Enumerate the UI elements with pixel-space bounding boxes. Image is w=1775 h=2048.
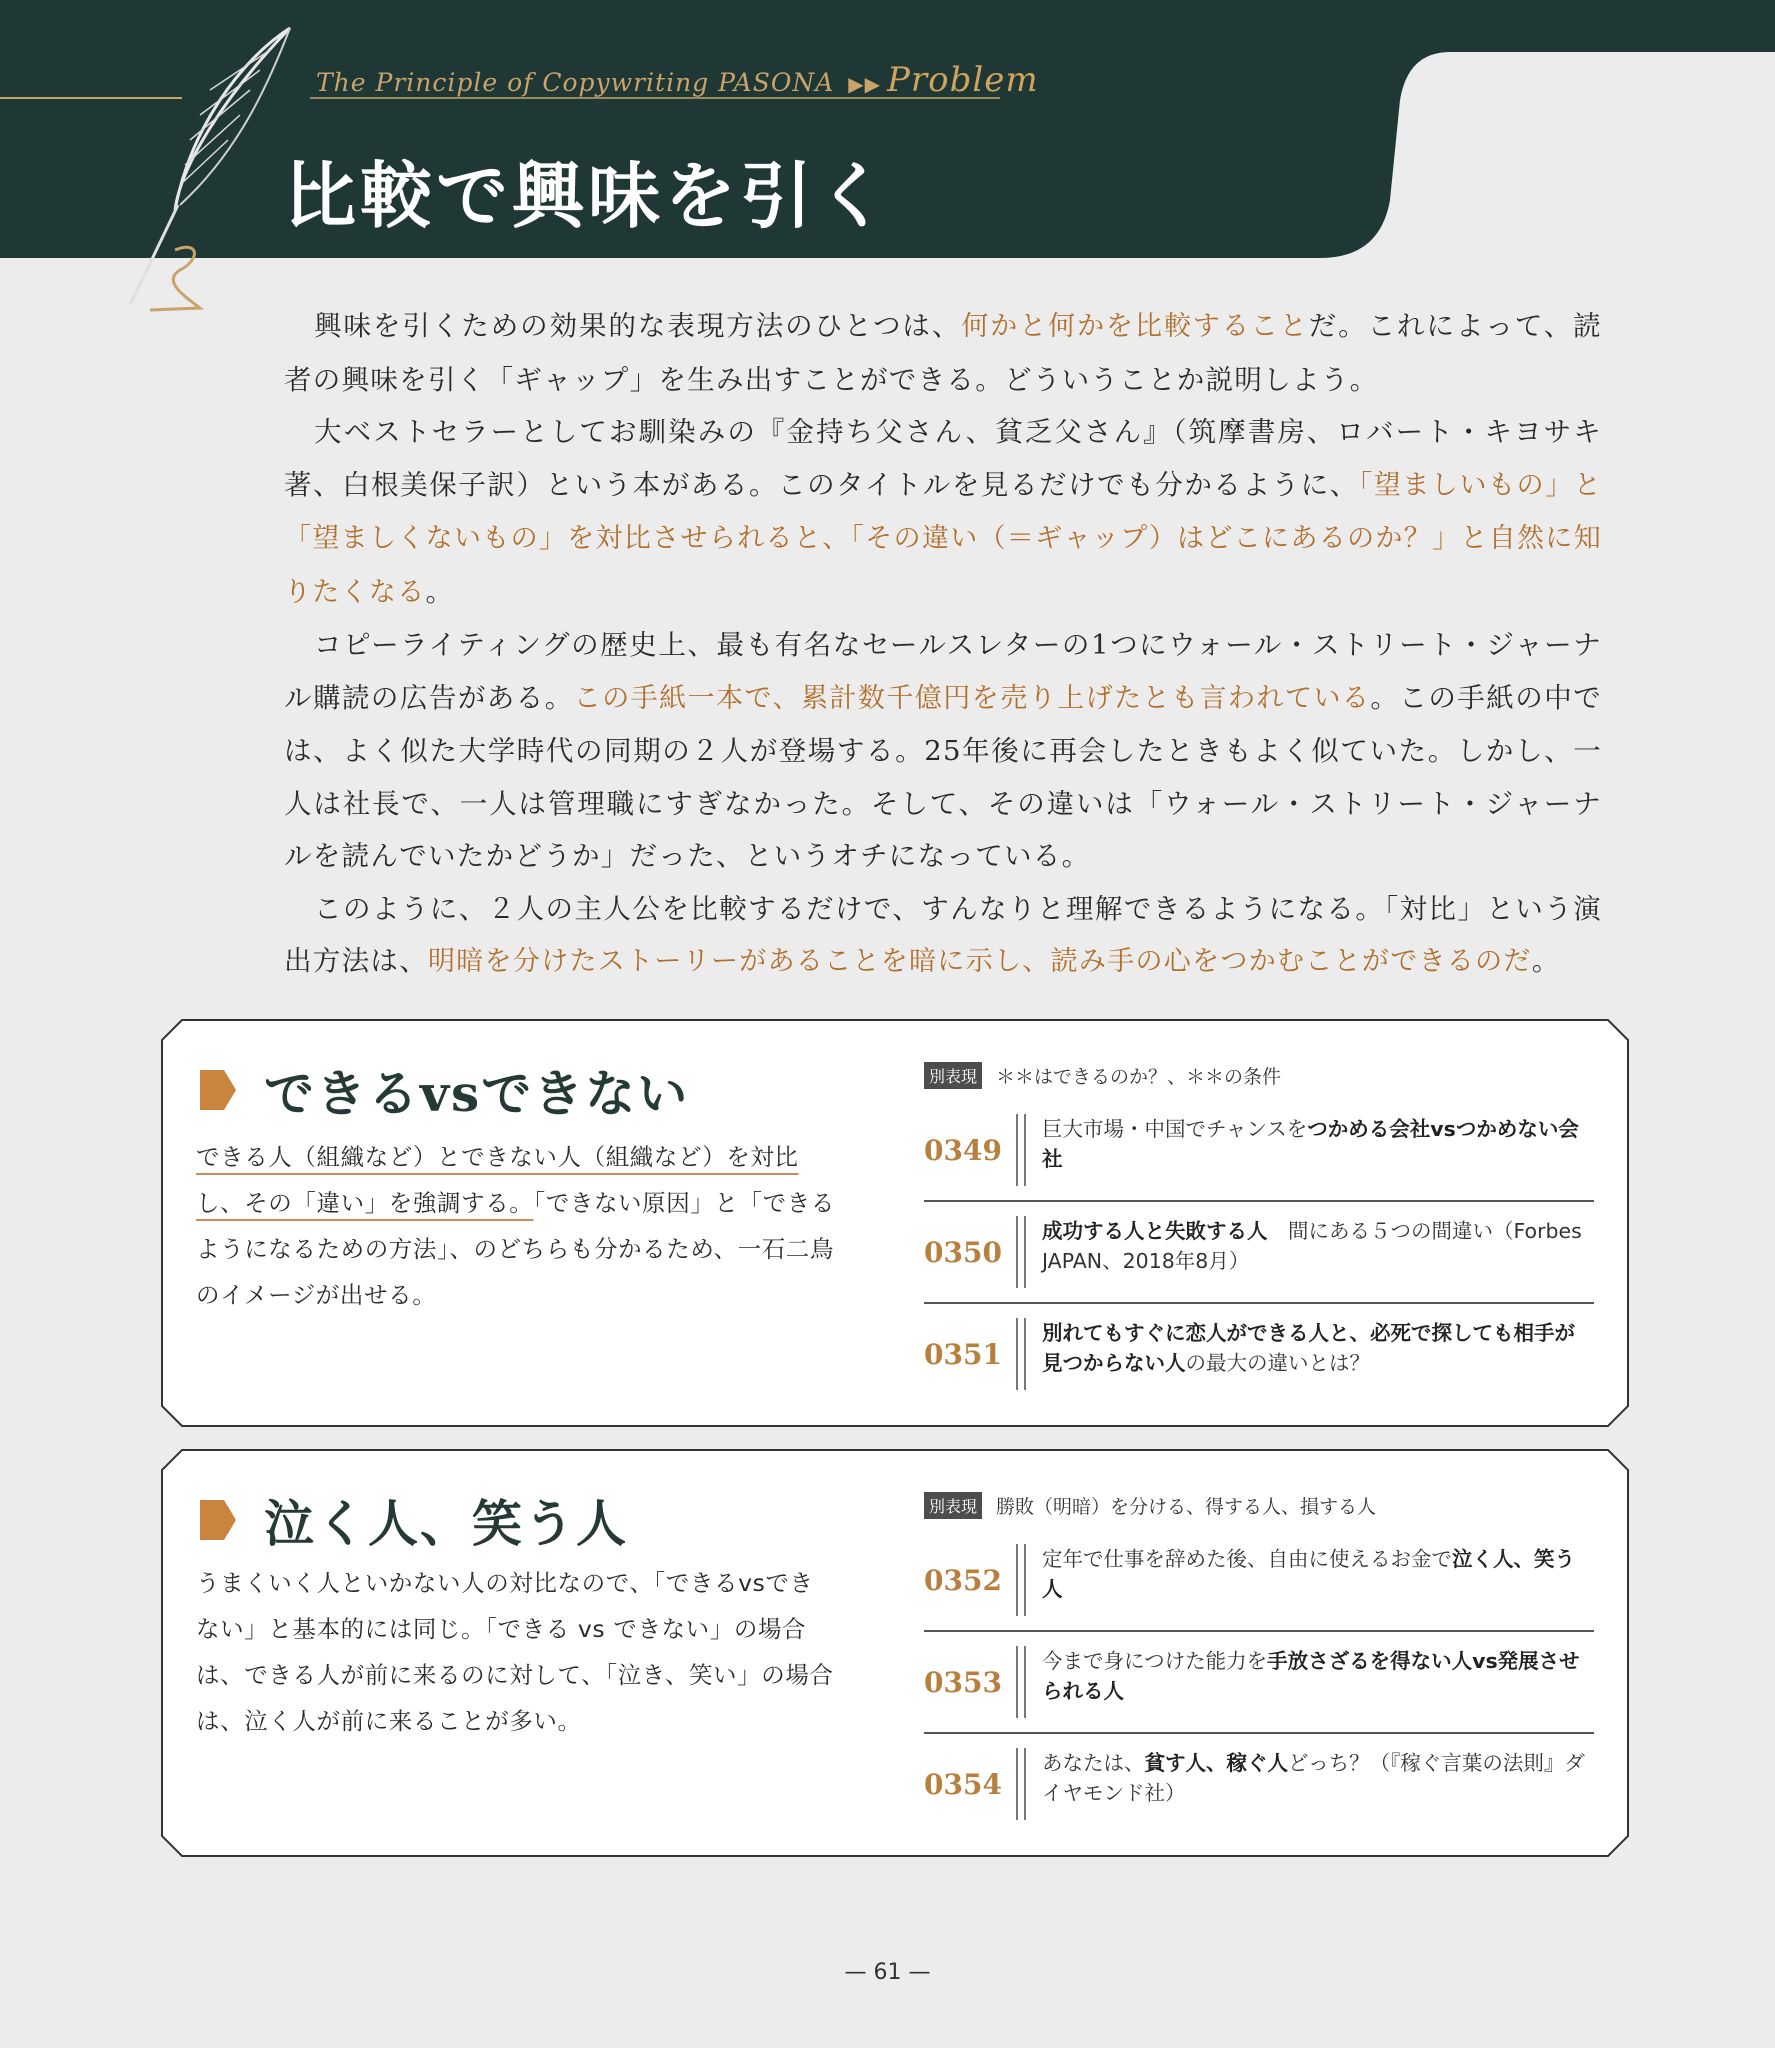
card-dekiru (160, 1018, 1630, 1428)
p1-text-end: だ。これによって、読者の興味を引く「ギャップ」を生み出すことができる。どういうことか説明しよう。 (284, 310, 1602, 396)
tag-icon (200, 1500, 236, 1540)
p4-text: このように、２人の主人公を比較するだけで、すんなりと理解できるようになる。「対比」という演出方法は、 (284, 892, 1602, 977)
card-description (196, 1134, 836, 1318)
example-bold: つかめる会社vsつかめない会社 (1042, 1117, 1579, 1171)
example-row (924, 1100, 1594, 1202)
card-title (200, 1484, 628, 1556)
example-bold: 手放さざるを得ない人vs発展させられる人 (1042, 1649, 1580, 1703)
arrows-icon: ▶▶ (848, 72, 882, 96)
body-text (284, 300, 1602, 989)
divider-bars (1016, 1748, 1026, 1820)
p2-text-end: 。 (425, 575, 455, 608)
card-title (200, 1054, 689, 1126)
desc-text: 「できない原因」と「できるようになるための方法」、のどちらも分かるため、一石二鳥のイメージが出せる。 (196, 1189, 835, 1309)
example-text (1042, 1216, 1592, 1276)
example-text (1042, 1748, 1592, 1808)
divider-bars (1016, 1114, 1026, 1186)
tag-icon (200, 1070, 236, 1110)
paragraph-3 (284, 619, 1602, 883)
example-plain-end: の最大の違いとは？ (1185, 1351, 1370, 1375)
alt-badge: 別表現 (924, 1492, 982, 1519)
paragraph-4 (284, 883, 1602, 989)
p1-highlight: 何かと何かを比較すること (961, 311, 1309, 342)
p2-text: 大ベストセラーとしてお馴染みの『金持ち父さん、貧乏父さん』（筑摩書房、ロバート・キヨサキ著、白根美保子訳）という本がある。このタイトルを見るだけでも分かるように、 (284, 416, 1602, 501)
p2-highlight: 「望ましいもの」と「望ましくないもの」を対比させられると、「その違い（＝ギャップ）はどこにあるのか？」と自然に知りたくなる (284, 469, 1603, 608)
example-number: 0354 (924, 1768, 1002, 1801)
divider-bars (1016, 1216, 1026, 1288)
example-number: 0350 (924, 1236, 1002, 1269)
p3-highlight: この手紙一本で、累計数千億円を売り上げたとも言われている (573, 682, 1371, 714)
example-plain: 定年で仕事を辞めた後、自由に使えるお金で (1042, 1547, 1452, 1571)
example-text (1042, 1318, 1592, 1378)
example-text (1042, 1646, 1592, 1706)
card-heading: 泣く人、笑う人 (264, 1494, 628, 1553)
example-text (1042, 1114, 1592, 1174)
alt-badge: 別表現 (924, 1062, 982, 1089)
example-text (1042, 1544, 1592, 1604)
example-plain: あなたは、 (1042, 1751, 1145, 1775)
desc-underlined: できる人（組織など）とできない人（組織など）を対比し、その「違い」を強調する。 (196, 1143, 799, 1217)
paragraph-1 (284, 300, 1602, 406)
example-bold: 別れてもすぐに恋人ができる人と、必死で探しても相手が見つからない人 (1042, 1321, 1575, 1375)
card-naku (160, 1448, 1630, 1858)
example-plain-end: 間にある５つの間違い（Forbes JAPAN、2018年8月） (1042, 1219, 1582, 1273)
example-row (924, 1632, 1594, 1734)
p4-text-end: 。 (1531, 945, 1561, 977)
desc-text: うまくいく人といかない人の対比なので、「できるvsできない」と基本的には同じ。「できる vs できない」の場合は、できる人が前に来るのに対して、「泣き、笑い」の場合は、泣く人が前に来ることが多い。 (196, 1569, 834, 1735)
alt-expression (924, 1062, 1281, 1089)
p4-highlight: 明暗を分けたストーリーがあることを暗に示し、読み手の心をつかむことができるのだ (428, 946, 1532, 977)
series-label (316, 60, 1039, 100)
page-number: — 61 — (844, 1960, 931, 1985)
card-description (196, 1560, 836, 1744)
divider-bars (1016, 1646, 1026, 1718)
example-row (924, 1304, 1594, 1404)
example-bold: 泣く人、笑う人 (1042, 1547, 1575, 1601)
example-plain: 巨大市場・中国でチャンスを (1042, 1117, 1308, 1141)
paragraph-2 (284, 406, 1602, 619)
page-title: 比較で興味を引く (284, 153, 893, 238)
example-row (924, 1202, 1594, 1304)
p1-text: 興味を引くための効果的な表現方法のひとつは、 (314, 310, 962, 342)
example-bold: 貧す人、稼ぐ人 (1144, 1751, 1288, 1775)
divider-bars (1016, 1318, 1026, 1390)
example-number: 0349 (924, 1134, 1002, 1167)
alt-text: 勝敗（明暗）を分ける、得する人、損する人 (996, 1496, 1377, 1518)
example-row (924, 1734, 1594, 1834)
p3-text-end: 。この手紙の中では、よく似た大学時代の同期の２人が登場する。25年後に再会したときもよく似ていた。しかし、一人は社長で、一人は管理職にすぎなかった。そして、その違いは「ウォール・ストリート・ジャーナルを読んでいたかどうか」だった、というオチになっている。 (284, 681, 1602, 872)
p3-text: コピーライティングの歴史上、最も有名なセールスレターの1つにウォール・ストリート・ジャーナル購読の広告がある。 (284, 629, 1602, 714)
example-plain: 今まで身につけた能力を (1042, 1649, 1268, 1673)
divider-bars (1016, 1544, 1026, 1616)
card-heading: できるvsできない (264, 1064, 690, 1123)
section-label: Problem (887, 60, 1039, 100)
example-number: 0351 (924, 1338, 1002, 1371)
example-number: 0352 (924, 1564, 1002, 1597)
alt-expression (924, 1492, 1376, 1519)
example-number: 0353 (924, 1666, 1002, 1699)
series-title: The Principle of Copywriting PASONA (316, 68, 835, 97)
example-row (924, 1530, 1594, 1632)
example-bold: 成功する人と失敗する人 (1042, 1219, 1268, 1243)
example-plain-end: どっち？（『稼ぐ言葉の法則』ダイヤモンド社） (1042, 1751, 1585, 1805)
alt-text: ＊＊はできるのか？、＊＊の条件 (996, 1066, 1282, 1088)
